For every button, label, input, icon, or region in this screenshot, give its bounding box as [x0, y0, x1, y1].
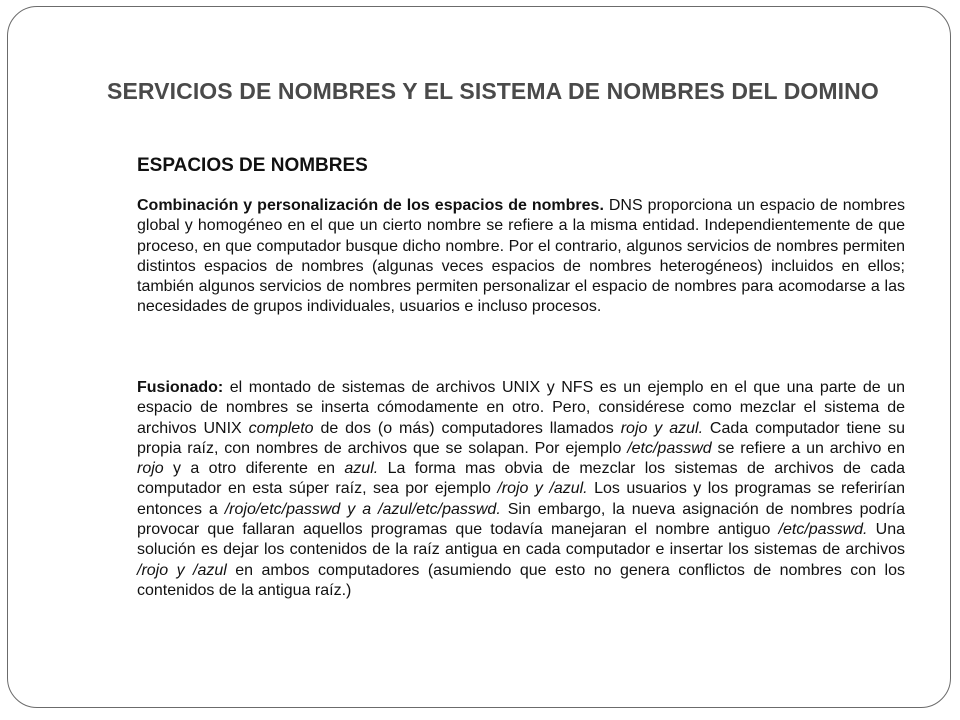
slide-frame	[7, 6, 951, 708]
text-run: y a otro diferente en	[163, 460, 345, 478]
text-run: Los usuarios y los programas se referirían entonces a	[137, 480, 905, 518]
italic-run: rojo y azul.	[620, 419, 704, 437]
section-heading: ESPACIOS DE NOMBRES	[137, 155, 368, 176]
paragraph-combinacion	[137, 196, 905, 318]
italic-run: /rojo y /azul.	[497, 480, 588, 498]
paragraph-lead: Fusionado:	[137, 379, 224, 396]
text-run: Una solución es dejar los contenidos de la raíz antigua en cada computador e insertar los sistemas de archivos	[137, 521, 906, 559]
slide-title: SERVICIOS DE NOMBRES Y EL SISTEMA DE NOMBRES DEL DOMINO	[107, 78, 879, 104]
text-run: se refiere a un archivo en	[711, 439, 905, 457]
italic-run: /rojo y /azul	[137, 561, 227, 579]
text-run: en ambos computadores (asumiendo que esto no genera conflictos de nombres con los contenidos de la antigua raíz.)	[137, 561, 906, 599]
text-run: Sin embargo, la nueva asignación de nombres podría provocar que fallaran aquellos programas que todavía manejaran el nombre antiguo	[137, 500, 905, 539]
italic-run: azul.	[344, 460, 379, 478]
italic-run: /etc/passwd	[627, 439, 712, 457]
italic-run: rojo	[137, 460, 164, 478]
italic-run: /rojo/etc/passwd y a /azul/etc/passwd.	[224, 500, 501, 518]
text-run: el montado de sistemas de archivos UNIX y NFS es un ejemplo en el que una parte de un espacio de nombres se inserta cómodamente en otro. Pero, considérese como mezclar el sistema de archivos UNIX	[137, 379, 905, 437]
paragraph-fusionado	[137, 378, 905, 601]
paragraph-text: DNS proporciona un espacio de nombres global y homogéneo en el que un cierto nombre se refiere a la misma entidad. Independientemente de que proceso, en que computador busque dicho nombre. Por el contrario, algunos servicios de nombres permiten distintos espacios de nombres (algunas veces espacios de nombres heterogéneos) incluidos en ellos; también algunos servicios de nombres permiten personalizar el espacio de nombres para acomodarse a las necesidades de grupos individuales, usuarios e incluso procesos.	[137, 197, 905, 316]
paragraph-lead: Combinación y personalización de los espacios de nombres.	[137, 197, 604, 214]
italic-run: /etc/passwd.	[778, 521, 868, 539]
italic-run: completo	[248, 419, 314, 437]
text-run: Cada computador tiene su propia raíz, con nombres de archivos que se solapan. Por ejemplo	[137, 419, 905, 457]
text-run: La forma mas obvia de mezclar los sistemas de archivos de cada computador en esta súper raíz, sea por ejemplo	[137, 460, 905, 498]
text-run: de dos (o más) computadores llamados	[313, 419, 621, 437]
